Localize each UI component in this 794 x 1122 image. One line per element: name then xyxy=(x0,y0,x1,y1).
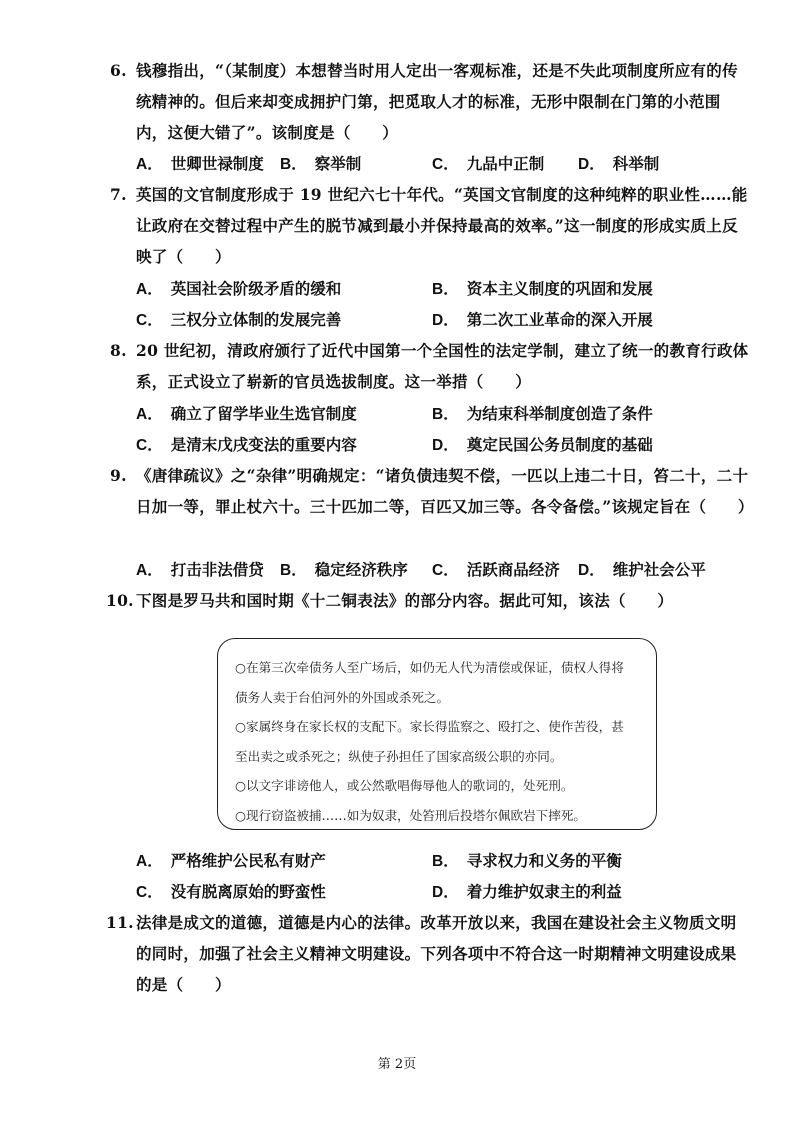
option-b[interactable]: B． 寻求权力和义务的平衡 xyxy=(432,851,622,870)
option-d[interactable]: D． 维护社会公平 xyxy=(578,560,706,579)
question-number: 11. xyxy=(106,913,134,932)
question-number: 7. xyxy=(110,185,127,204)
option-d[interactable]: D． 第二次工业革命的深入开展 xyxy=(432,310,653,329)
option-d[interactable]: D． 奠定民国公务员制度的基础 xyxy=(432,435,653,454)
question-stem: 英国的文官制度形成于 19 世纪六七十年代。“英国文官制度的这种纯粹的职业性……能让政府在交替过程中产生的脱节减到最小并保持最高的效率。”这一制度的形成实质上反映了（ ） xyxy=(136,185,748,266)
question-6 xyxy=(110,55,750,148)
option-a[interactable]: A． 确立了留学毕业生选官制度 xyxy=(136,404,357,423)
question-8 xyxy=(110,335,750,397)
question-number: 9. xyxy=(110,466,127,485)
option-a[interactable]: A． 打击非法借贷 xyxy=(136,560,264,579)
question-stem: 20 世纪初，清政府颁行了近代中国第一个全国性的法定学制，建立了统一的教育行政体系，正式设立了崭新的官员选拔制度。这一举措（ ） xyxy=(136,341,749,391)
question-10 xyxy=(106,585,746,616)
option-a[interactable]: A． 严格维护公民私有财产 xyxy=(136,851,326,870)
option-d[interactable]: D． 科举制 xyxy=(578,154,660,173)
option-a[interactable]: A． 世卿世禄制度 xyxy=(136,154,264,173)
question-stem: 《唐律疏议》之“杂律”明确规定：“诸负债违契不偿，一匹以上违二十日，笞二十，二十日加一等，罪止杖六十。三十匹加二等，百匹又加三等。各令备偿。”该规定旨在（ ） xyxy=(136,466,754,516)
question-number: 8. xyxy=(110,341,127,360)
option-d[interactable]: D． 着力维护奴隶主的利益 xyxy=(432,882,622,901)
twelve-tables-excerpt-box xyxy=(217,638,657,830)
excerpt-line: ○以文字诽谤他人，或公然歌唱侮辱他人的歌词的，处死刑。 xyxy=(235,778,574,793)
question-stem: 法律是成文的道德，道德是内心的法律。改革开放以来，我国在建设社会主义物质文明的同时，加强了社会主义精神文明建设。下列各项中不符合这一时期精神文明建设成果的是（ ） xyxy=(136,913,737,994)
excerpt-line: 债务人卖于台伯河外的外国或杀死之。 xyxy=(235,689,450,705)
options-10 xyxy=(136,845,736,907)
options-6 xyxy=(136,148,736,179)
excerpt-line: ○现行窃盗被捕……如为奴隶，处笞刑后投塔尔佩欧岩下摔死。 xyxy=(235,807,587,823)
question-stem: 下图是罗马共和国时期《十二铜表法》的部分内容。据此可知，该法（ ） xyxy=(136,591,674,610)
excerpt-line: ○在第三次牵债务人至广场后，如仍无人代为清偿或保证，债权人得将 xyxy=(235,660,624,675)
option-b[interactable]: B． 察举制 xyxy=(280,154,362,173)
question-stem: 钱穆指出，“（某制度）本想替当时用人定出一客观标准，还是不失此项制度所应有的传统精神的。但后来却变成拥护门第，把觅取人才的标准，无形中限制在门第的小范围内，这便大错了”。该制度是（ ） xyxy=(136,61,738,142)
option-b[interactable]: B． 为结束科举制度创造了条件 xyxy=(432,404,653,423)
option-c[interactable]: C． 没有脱离原始的野蛮性 xyxy=(136,882,326,901)
excerpt-line: ○家属终身在家长权的支配下。家长得监察之、殴打之、使作苦役，甚 xyxy=(235,719,624,734)
question-7 xyxy=(110,179,750,272)
options-8 xyxy=(136,398,736,460)
excerpt-line: 至出卖之或杀死之；纵使子孙担任了国家高级公职的亦同。 xyxy=(235,748,563,764)
question-9 xyxy=(110,460,754,522)
question-number: 6. xyxy=(110,61,127,80)
option-b[interactable]: B． 稳定经济秩序 xyxy=(280,560,408,579)
option-b[interactable]: B． 资本主义制度的巩固和发展 xyxy=(432,279,653,298)
page-number: 第 2页 xyxy=(377,1057,417,1072)
option-c[interactable]: C． 九品中正制 xyxy=(432,154,545,173)
option-a[interactable]: A． 英国社会阶级矛盾的缓和 xyxy=(136,279,342,298)
options-9 xyxy=(136,554,736,585)
options-7 xyxy=(136,273,736,335)
option-c[interactable]: C． 活跃商品经济 xyxy=(432,560,560,579)
question-number: 10. xyxy=(106,591,134,610)
question-11 xyxy=(106,907,746,1000)
option-c[interactable]: C． 三权分立体制的发展完善 xyxy=(136,310,342,329)
option-c[interactable]: C． 是清末戊戌变法的重要内容 xyxy=(136,435,357,454)
